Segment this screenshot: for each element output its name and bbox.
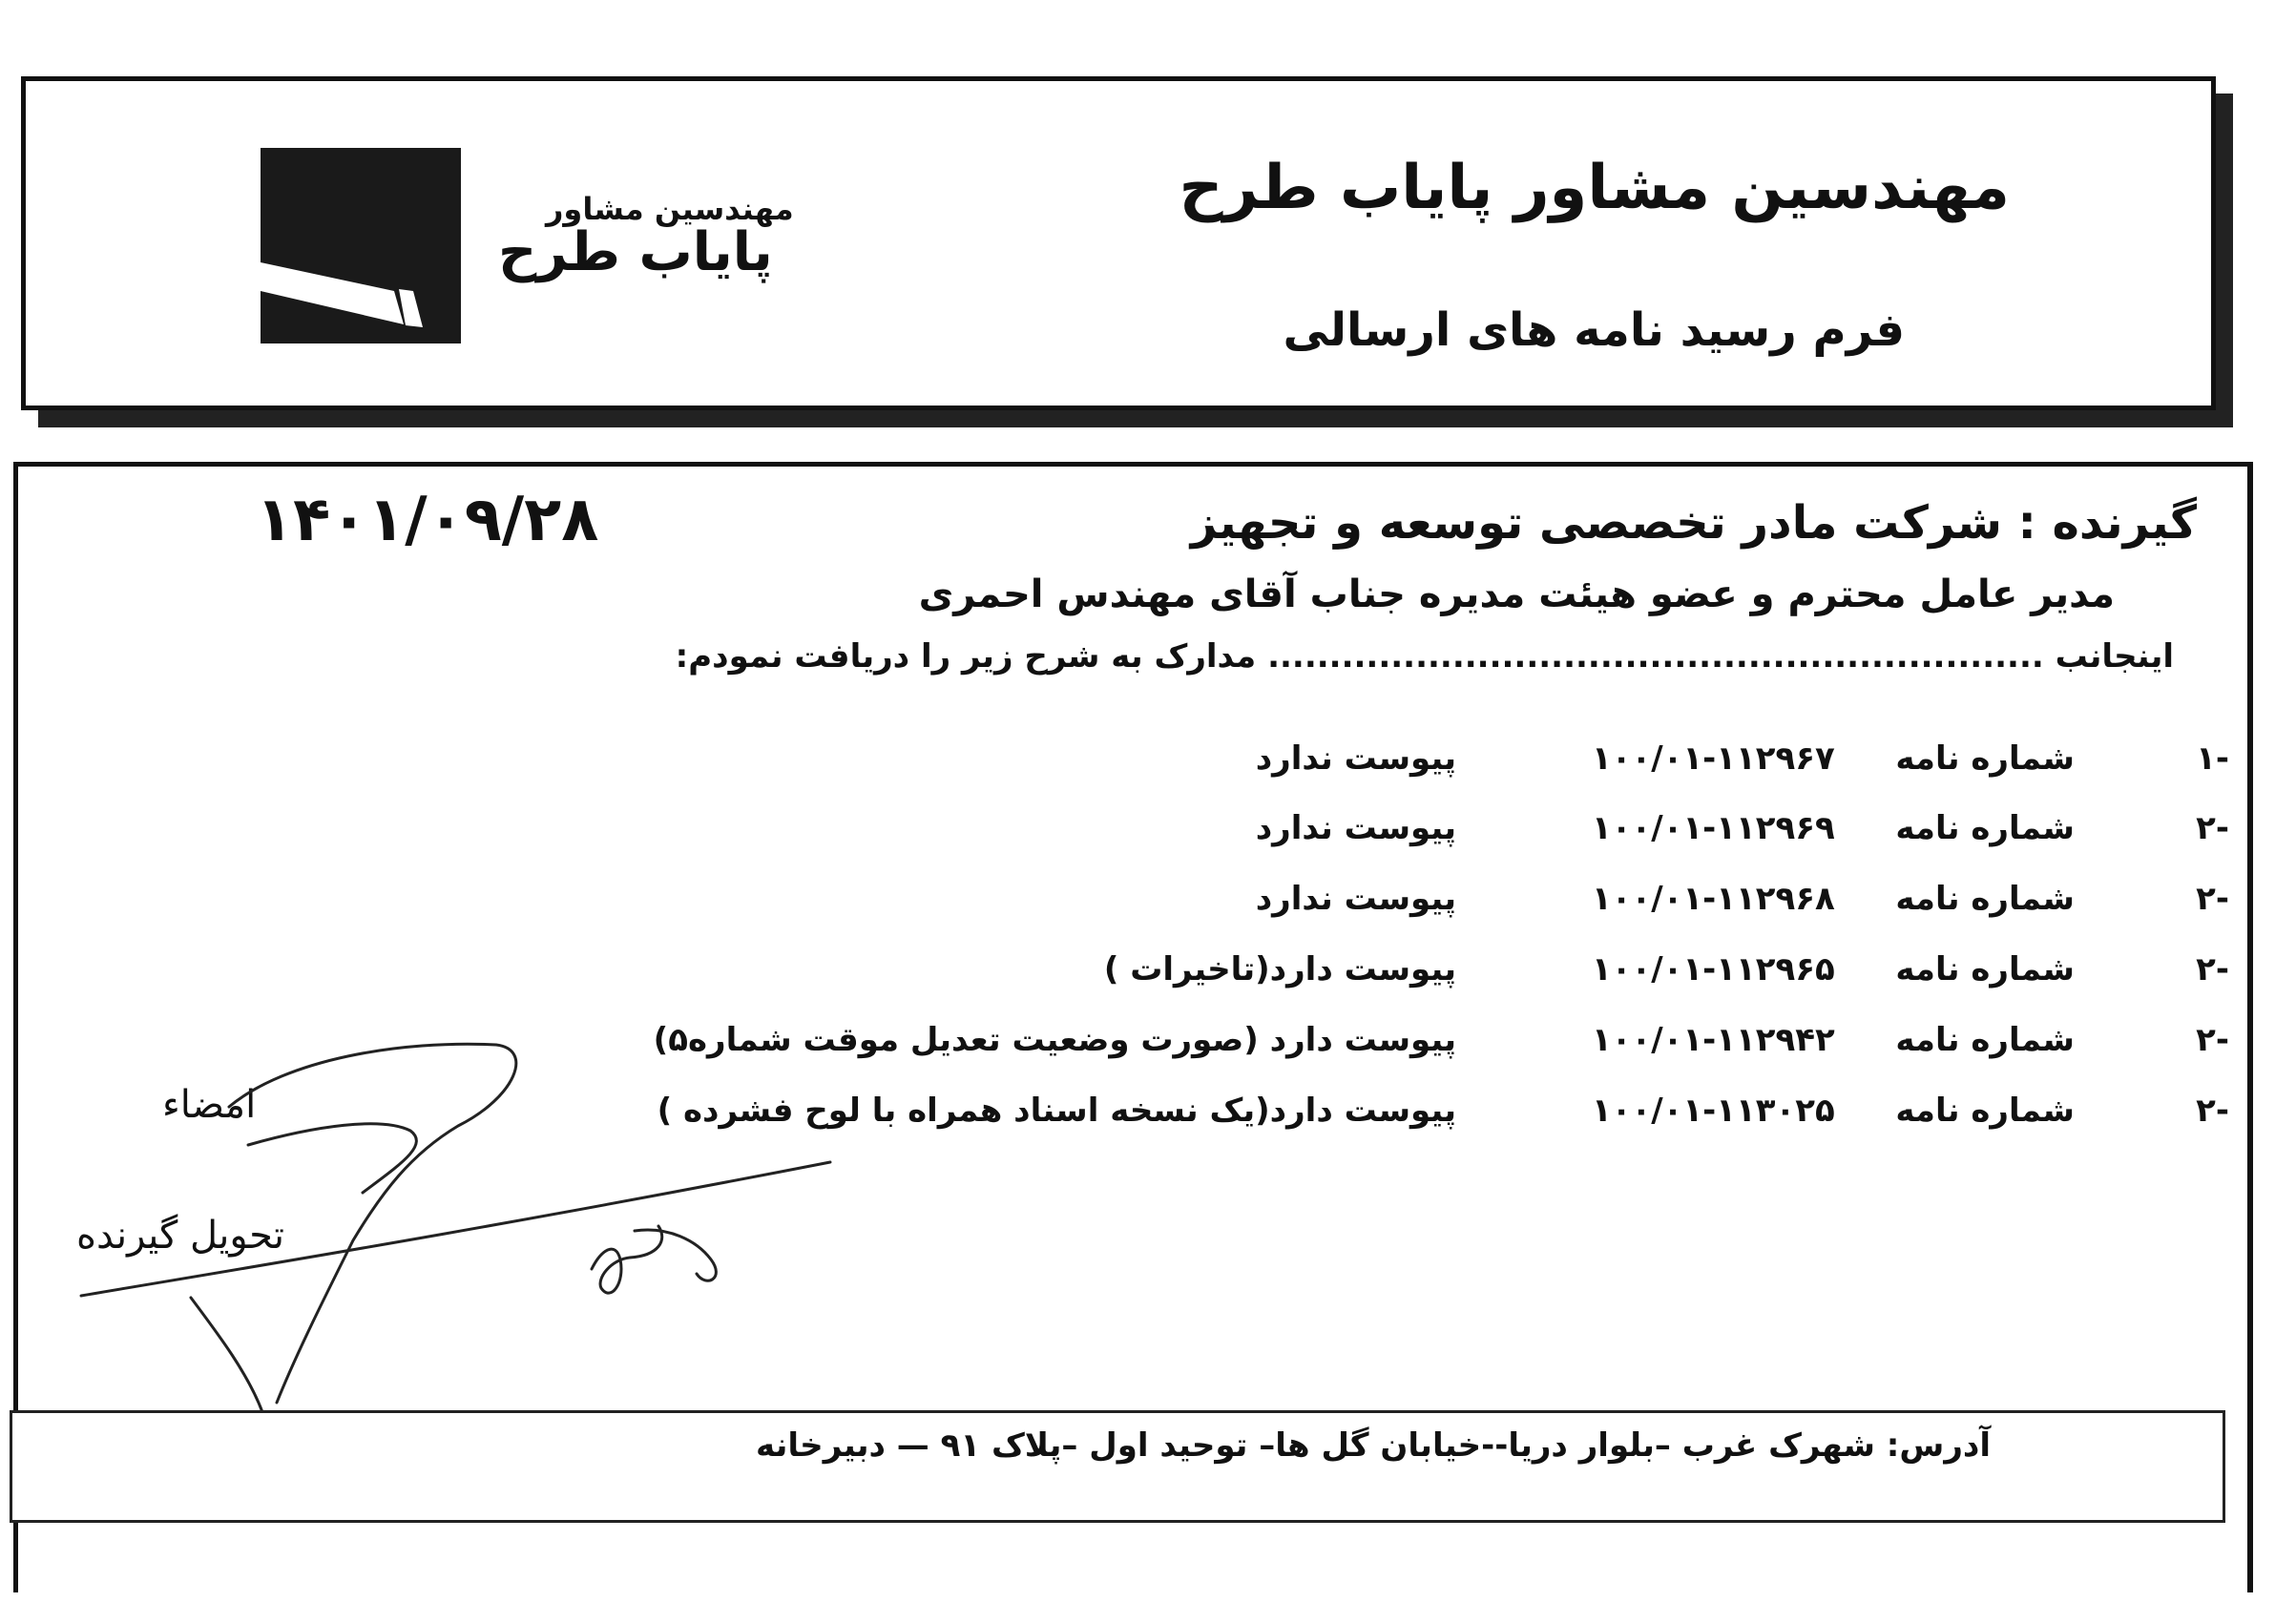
row-attachment: پیوست ندارد	[1255, 880, 1456, 918]
addressee-line: مدیر عامل محترم و عضو هیئت مدیره جناب آقای مهندس احمری	[918, 572, 2115, 616]
receiver-label: تحویل گیرنده	[76, 1214, 285, 1258]
row-attachment: پیوست ندارد	[1255, 739, 1456, 778]
recipient-line: گیرنده : شرکت مادر تخصصی توسعه و تجهیز	[1190, 496, 2197, 550]
statement-prefix: اینجانب	[2055, 637, 2174, 676]
row-index: ۱-	[2196, 739, 2229, 778]
row-number: ۱۰۰/۰۱-۱۱۲۹۶۸	[1592, 880, 1835, 918]
row-label: شماره نامه	[1895, 950, 2075, 988]
row-number: ۱۰۰/۰۱-۱۱۲۹۶۵	[1592, 950, 1835, 988]
row-label: شماره نامه	[1895, 809, 2075, 847]
row-attachment: پیوست دارد (صورت وضعیت تعدیل موقت شماره۵)	[653, 1021, 1456, 1059]
row-attachment: پیوست دارد(یک نسخه اسناد همراه با لوح فشرده )	[657, 1092, 1456, 1130]
row-label: شماره نامه	[1895, 880, 2075, 918]
row-attachment: پیوست دارد(تاخیرات )	[1103, 950, 1456, 988]
company-name: مهندسین مشاور پایاب طرح	[1179, 153, 2010, 223]
row-label: شماره نامه	[1895, 739, 2075, 778]
form-title: فرم رسید نامه های ارسالی	[1283, 303, 1905, 357]
row-number: ۱۰۰/۰۱-۱۱۲۹۶۷	[1592, 739, 1835, 778]
row-label: شماره نامه	[1895, 1021, 2075, 1059]
logo-text-small: مهندسین مشاور	[546, 191, 794, 227]
logo-text-large: پایاب طرح	[498, 221, 773, 283]
row-number: ۱۰۰/۰۱-۱۱۳۰۲۵	[1592, 1092, 1835, 1130]
statement-dots: ...............................................................	[1267, 637, 2044, 676]
row-number: ۱۰۰/۰۱-۱۱۲۹۶۹	[1592, 809, 1835, 847]
row-attachment: پیوست ندارد	[1255, 809, 1456, 847]
statement-suffix: مدارک به شرح زیر را دریافت نمودم:	[675, 637, 1257, 676]
sign-label: امضاء	[162, 1083, 257, 1127]
row-index: ۲-	[2196, 950, 2229, 988]
row-number: ۱۰۰/۰۱-۱۱۲۹۴۲	[1592, 1021, 1835, 1059]
row-index: ۲-	[2196, 880, 2229, 918]
letter-date: ۱۴۰۱/۰۹/۲۸	[256, 485, 599, 555]
row-index: ۲-	[2196, 1092, 2229, 1130]
footer-address: آدرس: شهرک غرب –بلوار دریا--خیابان گل ها– توحید اول –پلاک ۹۱ — دبیرخانه	[756, 1426, 1991, 1465]
row-index: ۲-	[2196, 1021, 2229, 1059]
row-index: ۲-	[2196, 809, 2229, 847]
row-label: شماره نامه	[1895, 1092, 2075, 1130]
